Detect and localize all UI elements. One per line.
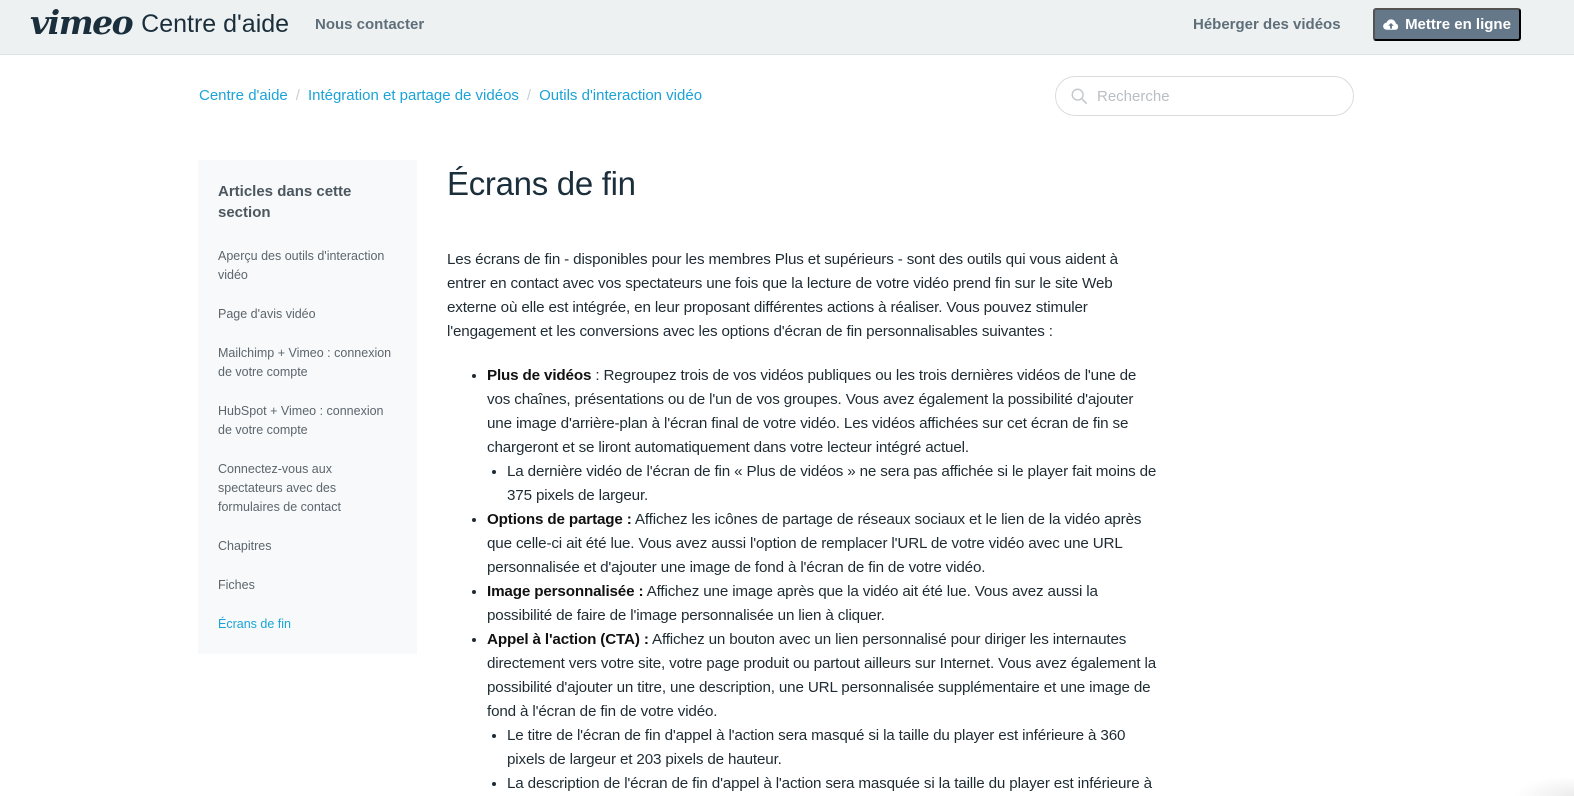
end-screen-options-list [447, 364, 1157, 796]
option-term: Appel à l'action (CTA) : [487, 631, 649, 648]
article-intro: Les écrans de fin - disponibles pour les membres Plus et supérieurs - sont des outils qui vous aident à entrer en contact avec vos spectateurs une fois que la lecture de votre vidéo prend fin sur le site Web externe où elle est intégrée, en leur proposant différentes actions à réaliser. Vous pouvez stimuler l'engagement et les conversions avec les options d'écran de fin personnalisables suivantes : [447, 251, 1118, 340]
option-custom-image [487, 580, 1157, 628]
sidebar-item-video-review-page[interactable] [218, 305, 397, 324]
option-term: Image personnalisée : [487, 583, 644, 600]
article [447, 164, 1157, 796]
search-input[interactable] [1097, 88, 1327, 105]
sidebar-item-cards[interactable] [218, 576, 397, 595]
option-notes [487, 460, 1157, 508]
sidebar-item-contact-forms[interactable] [218, 460, 397, 517]
article-title: Écrans de fin [447, 165, 636, 202]
sidebar-article-list [218, 247, 397, 634]
search-icon [1070, 87, 1088, 105]
breadcrumb-integration-sharing[interactable]: Intégration et partage de vidéos [307, 87, 519, 104]
top-navigation-bar [0, 0, 1574, 55]
upload-button-label: Mettre en ligne [1405, 16, 1511, 33]
option-share [487, 508, 1157, 580]
sidebar-item-label[interactable]: Mailchimp + Vimeo : connexion de votre compte [218, 346, 392, 379]
sidebar-item-label[interactable]: Chapitres [218, 539, 272, 553]
option-notes [487, 724, 1157, 796]
upload-button[interactable] [1373, 8, 1521, 41]
sidebar-item-label[interactable]: Connectez-vous aux spectateurs avec des formulaires de contact [218, 462, 341, 514]
option-description: Affichez une image après que la vidéo ait été lue. Vous avez aussi la possibilité de faire de l'image personnalisée un lien à cliquer. [487, 583, 1098, 624]
sidebar-item-interaction-tools-overview[interactable] [218, 247, 397, 285]
vimeo-logo: vimeo [30, 2, 133, 42]
option-description: Affichez un bouton avec un lien personnalisé pour diriger les internautes directement vers votre site, votre page produit ou partout ailleurs sur Internet. Vous avez également la possibilité d'ajouter un titre, une description, une URL personnalisée supplémentaire et une image de fond à l'écran de fin de votre vidéo. [487, 631, 1157, 720]
sidebar-item-hubspot[interactable] [218, 402, 397, 440]
breadcrumb [199, 87, 702, 104]
breadcrumb-separator: / [295, 87, 300, 104]
cloud-upload-icon [1383, 18, 1399, 32]
sidebar-item-label[interactable]: Page d'avis vidéo [218, 307, 316, 321]
option-more-videos [487, 364, 1157, 508]
sidebar-item-label[interactable]: HubSpot + Vimeo : connexion de votre compte [218, 404, 384, 437]
option-term: Plus de vidéos [487, 367, 592, 384]
help-center-title: Centre d'aide [141, 9, 290, 38]
sidebar-item-end-screens[interactable] [218, 615, 397, 634]
option-call-to-action [487, 628, 1157, 796]
breadcrumb-help-center[interactable]: Centre d'aide [199, 87, 288, 104]
option-note: • La dernière vidéo de l'écran de fin « Plus de vidéos » ne sera pas affichée si le player fait moins de 375 pixels de largeur. [507, 460, 1157, 508]
search-box[interactable] [1055, 76, 1354, 116]
sidebar-item-label[interactable]: Aperçu des outils d'interaction vidéo [218, 249, 385, 282]
sidebar-title: Articles dans cette section [218, 183, 352, 221]
vimeo-help-center-logo[interactable] [30, 2, 289, 42]
sidebar-item-label[interactable]: Fiches [218, 578, 255, 592]
option-term: Options de partage : [487, 511, 632, 528]
sidebar-item-label[interactable]: Écrans de fin [218, 617, 291, 631]
host-videos-link[interactable]: Héberger des vidéos [1193, 16, 1341, 33]
sidebar-item-mailchimp[interactable] [218, 344, 397, 382]
option-note: • La description de l'écran de fin d'appel à l'action sera masquée si la taille du player est inférieure à [507, 772, 1157, 796]
breadcrumb-interaction-tools[interactable]: Outils d'interaction vidéo [539, 87, 703, 104]
option-description: Affichez les icônes de partage de réseaux sociaux et le lien de la vidéo après que celle-ci ait été lue. Vous avez aussi l'option de remplacer l'URL de votre vidéo avec une URL personnalisée et d'ajouter une image de fond à l'écran de fin de votre vidéo. [487, 511, 1142, 576]
breadcrumb-separator: / [526, 87, 532, 104]
section-articles-sidebar [198, 160, 417, 654]
sidebar-item-chapters[interactable] [218, 537, 397, 556]
contact-us-link[interactable]: Nous contacter [315, 16, 425, 33]
page-corner-shadow [1514, 776, 1574, 796]
option-description: : Regroupez trois de vos vidéos publiques ou les trois dernières vidéos de l'une de vos chaînes, présentations ou de l'un de vos groupes. Vous avez également la possibilité d'ajouter une image d'arrière-plan à l'écran final de votre vidéo. Les vidéos affichées sur cet écran de fin se chargeront et se liront automatiquement dans votre lecteur intégré actuel. [487, 367, 1137, 456]
option-note: • Le titre de l'écran de fin d'appel à l'action sera masqué si la taille du player est inférieure à 360 pixels de largeur et 203 pixels de hauteur. [507, 724, 1157, 772]
